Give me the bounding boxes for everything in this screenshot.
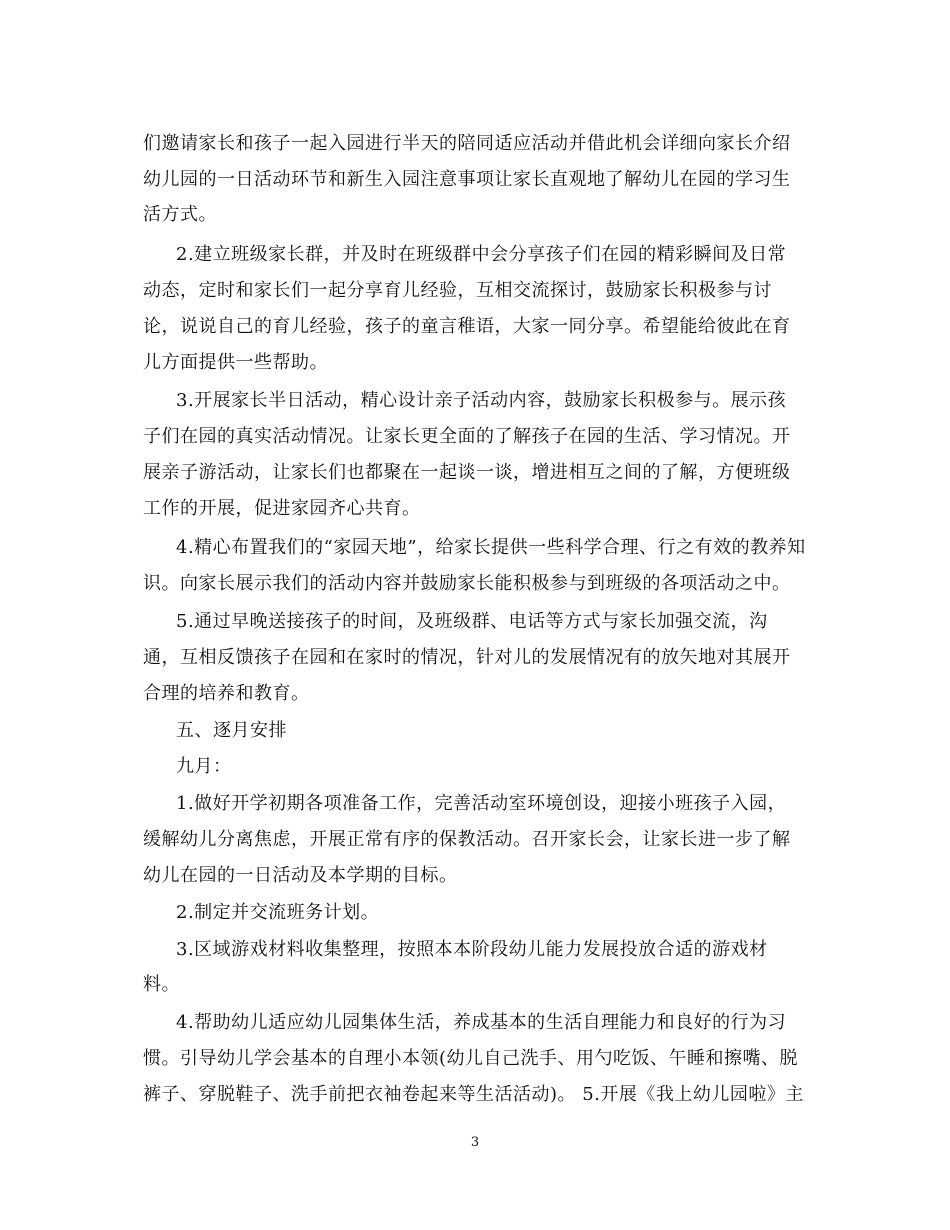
text-line: 惯。引导幼儿学会基本的自理小本领(幼儿自己洗手、用勺吃饭、午睡和擦嘴、脱 <box>143 1048 799 1069</box>
text-line: 识。向家长展示我们的活动内容并鼓励家长能积极参与到班级的各项活动之中。 <box>143 573 791 594</box>
text-line: 幼儿园的一日活动环节和新生入园注意事项让家长直观地了解幼儿在园的学习生 <box>143 169 791 190</box>
text-line: 子们在园的真实活动情况。让家长更全面的了解孩子在园的生活、学习情况。开 <box>143 426 791 447</box>
text-line: 幼儿在园的一日活动及本学期的目标。 <box>143 865 458 886</box>
text-line: 3.开展家长半日活动，精心设计亲子活动内容，鼓励家长积极参与。展示孩 <box>176 390 787 411</box>
text-line: 4.精心布置我们的“家园天地”，给家长提供一些科学合理、行之有效的教养知 <box>176 537 806 558</box>
text-line: 工作的开展，促进家园齐心共育。 <box>143 498 421 519</box>
text-line: 1.做好开学初期各项准备工作，完善活动室环境创设，迎接小班孩子入园， <box>176 793 787 814</box>
text-line: 裤子、穿脱鞋子、洗手前把衣袖卷起来等生活活动)。 5.开展《我上幼儿园啦》主 <box>143 1084 804 1105</box>
text-line: 儿方面提供一些帮助。 <box>143 352 328 373</box>
text-line: 缓解幼儿分离焦虑，开展正常有序的保教活动。召开家长会，让家长进一步了解 <box>143 829 791 850</box>
section-heading: 五、逐月安排 <box>176 720 287 741</box>
text-line: 2.建立班级家长群，并及时在班级群中会分享孩子们在园的精彩瞬间及日常 <box>176 244 787 265</box>
text-line: 3.区域游戏材料收集整理，按照本本阶段幼儿能力发展投放合适的游戏材 <box>176 939 768 960</box>
text-line: 5.通过早晚送接孩子的时间，及班级群、电话等方式与家长加强交流，沟 <box>176 611 768 632</box>
text-line: 论，说说自己的育儿经验，孩子的童言稚语，大家一同分享。希望能给彼此在育 <box>143 316 791 337</box>
text-line: 活方式。 <box>143 204 217 225</box>
text-line: 动态，定时和家长们一起分享育儿经验，互相交流探讨，鼓励家长积极参与讨 <box>143 280 772 301</box>
text-line: 们邀请家长和孩子一起入园进行半天的陪同适应活动并借此机会详细向家长介绍 <box>143 133 791 154</box>
text-line: 料。 <box>143 974 180 995</box>
text-line: 4.帮助幼儿适应幼儿园集体生活，养成基本的生活自理能力和良好的行为习 <box>176 1012 787 1033</box>
text-line: 2.制定并交流班务计划。 <box>176 902 380 923</box>
text-line: 通，互相反馈孩子在园和在家时的情况，针对儿的发展情况有的放矢地对其展开 <box>143 647 791 668</box>
month-heading: 九月： <box>176 756 232 777</box>
text-line: 合理的培养和教育。 <box>143 683 310 704</box>
page-number: 3 <box>470 1135 480 1150</box>
text-line: 展亲子游活动，让家长们也都聚在一起谈一谈，增进相互之间的了解，方便班级 <box>143 462 791 483</box>
